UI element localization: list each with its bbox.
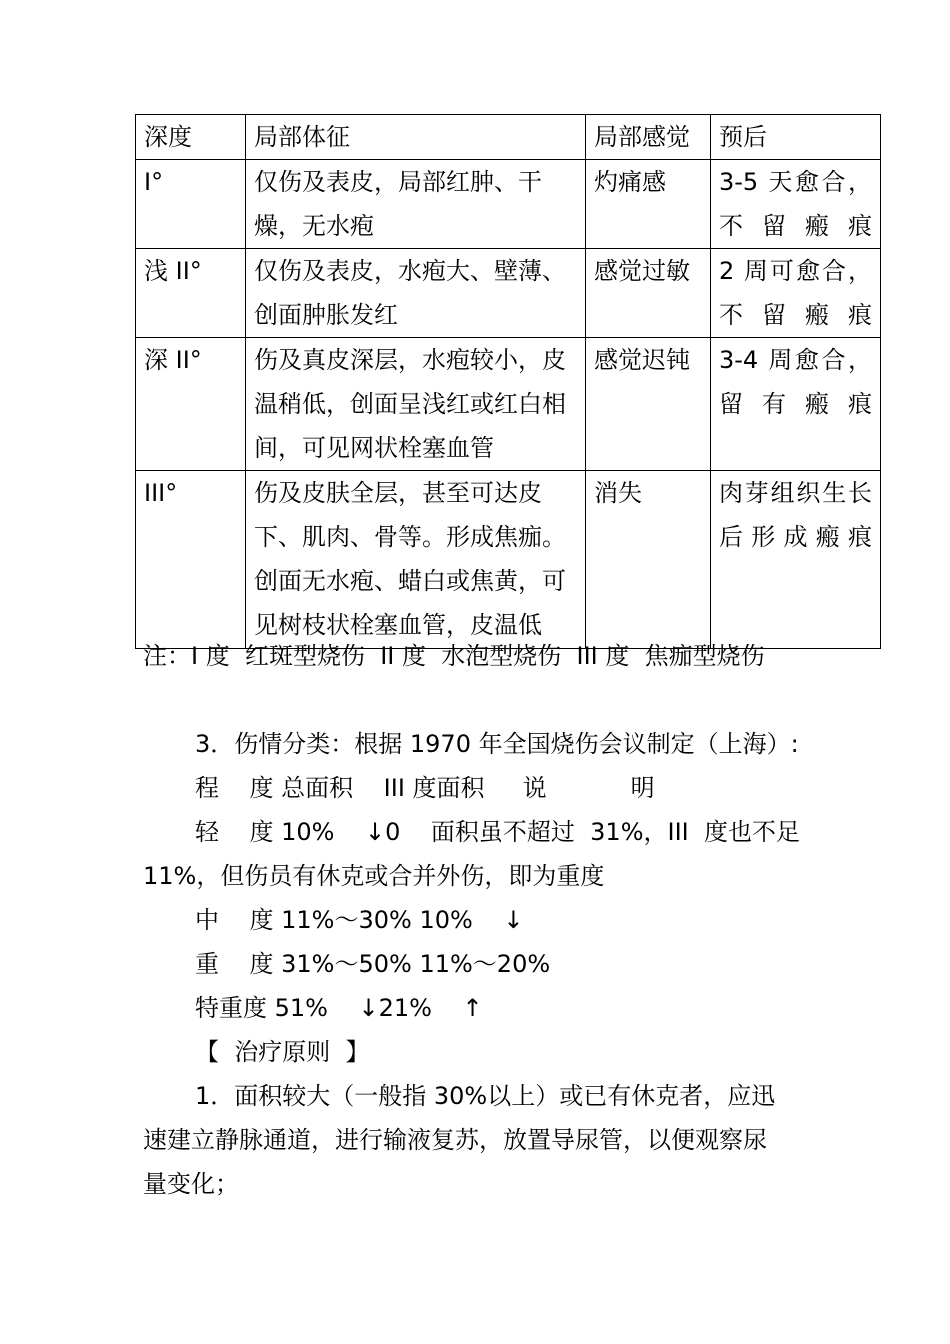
cell-sensation: 消失 xyxy=(586,471,711,649)
table-row xyxy=(136,249,881,338)
cell-signs: 仅伤及表皮，水疱大、壁薄、创面肿胀发红 xyxy=(246,249,586,338)
header-signs: 局部体征 xyxy=(246,115,586,160)
cell-depth: III° xyxy=(136,471,246,649)
cell-signs: 伤及皮肤全层，甚至可达皮下、肌肉、骨等。形成焦痂。创面无水疱、蜡白或焦黄，可见树枝状栓塞血管，皮温低 xyxy=(246,471,586,649)
severity-heading: 3．伤情分类：根据 1970 年全国烧伤会议制定（上海）: xyxy=(195,730,799,758)
severity-mild-line2: 11%，但伤员有休克或合并外伤，即为重度 xyxy=(143,862,605,890)
table-row xyxy=(136,471,881,649)
cell-sensation: 感觉过敏 xyxy=(586,249,711,338)
burn-depth-table xyxy=(135,114,881,649)
cell-depth: 深 II° xyxy=(136,338,246,471)
treatment-item-1-line2: 速建立静脉通道，进行输液复苏，放置导尿管，以便观察尿 xyxy=(143,1126,767,1154)
table-row xyxy=(136,160,881,249)
cell-depth: I° xyxy=(136,160,246,249)
cell-depth: 浅 II° xyxy=(136,249,246,338)
cell-signs: 伤及真皮深层，水疱较小，皮温稍低，创面呈浅红或红白相间，可见网状栓塞血管 xyxy=(246,338,586,471)
treatment-item-1-line3: 量变化； xyxy=(143,1170,239,1198)
table-row xyxy=(136,338,881,471)
cell-signs: 仅伤及表皮，局部红肿、干燥，无水疱 xyxy=(246,160,586,249)
cell-prognosis: 肉芽组织生长后形成瘢痕 xyxy=(711,471,881,649)
treatment-item-1-line1: 1．面积较大（一般指 30%以上）或已有休克者，应迅 xyxy=(195,1082,776,1110)
cell-sensation: 灼痛感 xyxy=(586,160,711,249)
severity-critical: 特重度 51% ↓21% ↑ xyxy=(195,994,483,1022)
cell-prognosis: 3-4 周愈合，留有瘢痕 xyxy=(711,338,881,471)
table-note: 注：I 度 红斑型烧伤 II 度 水泡型烧伤 III 度 焦痂型烧伤 xyxy=(143,642,765,670)
header-depth: 深度 xyxy=(136,115,246,160)
cell-prognosis: 2 周可愈合，不留瘢痕 xyxy=(711,249,881,338)
header-prognosis: 预后 xyxy=(711,115,881,160)
severity-mild-line1: 轻 度 10% ↓0 面积虽不超过 31%，III 度也不足 xyxy=(195,818,800,846)
header-sensation: 局部感觉 xyxy=(586,115,711,160)
cell-sensation: 感觉迟钝 xyxy=(586,338,711,471)
severity-header-row: 程 度 总面积 III 度面积 说 明 xyxy=(195,774,655,802)
table-header-row xyxy=(136,115,881,160)
severity-moderate: 中 度 11%～30% 10% ↓ xyxy=(195,906,524,934)
cell-prognosis: 3-5 天愈合，不留瘢痕 xyxy=(711,160,881,249)
severity-severe: 重 度 31%～50% 11%～20% xyxy=(195,950,551,978)
treatment-heading: 【 治疗原则 】 xyxy=(195,1038,370,1066)
